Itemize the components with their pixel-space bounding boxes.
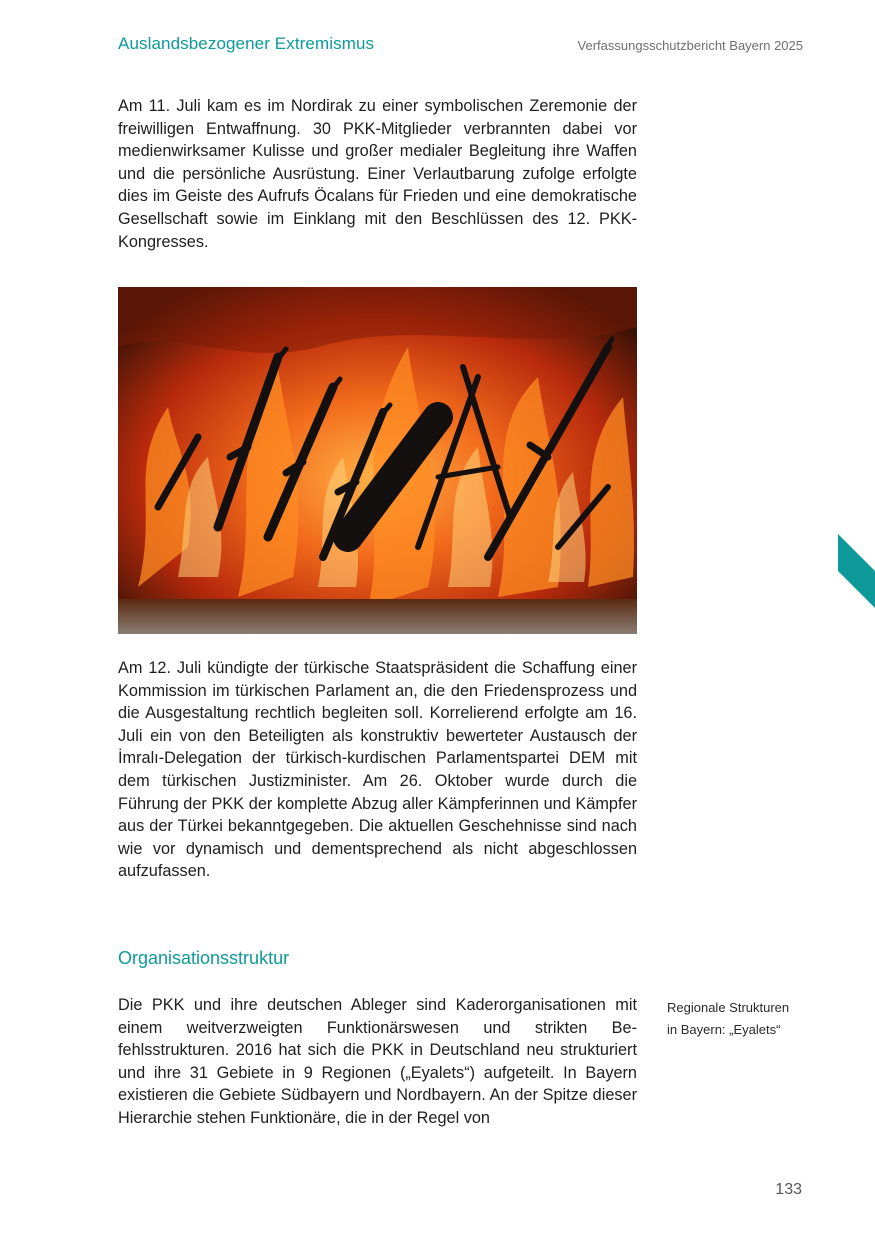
page-number: 133 — [775, 1181, 802, 1198]
photo-illustration — [118, 287, 637, 634]
weapons-burning-photo — [118, 287, 637, 634]
section-heading: Organisationsstruktur — [118, 948, 290, 968]
running-head-report-title: Verfassungsschutzbericht Bayern 2025 — [577, 38, 803, 53]
margin-note-line-2: in Bayern: „Eyalets“ — [667, 1022, 781, 1037]
chapter-tab-marker — [838, 534, 875, 608]
body-paragraph-1: Am 11. Juli kam es im Nordirak zu einer symbolischen Zeremonie der freiwilligen Entwaffnung. 30 PKK-Mitglieder verbrannten dabei vor medienwirksamer Kulisse und großer medialer Begleitung ihre Waffen und die persönliche Ausrüstung. Einer Verlautbarung zufolge erfolgte dies im Geiste des Aufrufs Öcalans für Frieden und eine demokratische Gesellschaft sowie im Einklang mit den Beschlüssen des 12. PKK-Kongresses. — [118, 97, 637, 251]
margin-note — [667, 997, 817, 1041]
body-paragraph-2: Am 12. Juli kündigte der türkische Staatspräsident die Schaffung einer Kommission im türkischen Parlament an, die den Friedensprozess und die Ausgestaltung rechtlich begleiten soll. Korrelierend erfolgte am 16. Juli ein von den Beteiligten als konstruktiv bewerteter Austausch der İmralı-Delegation der türkisch-kurdischen Parlamentspartei DEM mit dem türkischen Justizminister. Am 26. Oktober wurde durch die Führung der PKK der komplette Abzug aller Kämpferinnen und Kämpfer aus der Türkei bekanntgegeben. Die aktuellen Geschehnisse sind nach wie vor dynamisch und dementsprechend als nicht abgeschlossen aufzufassen. — [118, 659, 637, 881]
running-head-section: Auslandsbezogener Extremismus — [118, 34, 375, 53]
margin-note-line-1: Regionale Strukturen — [667, 1000, 790, 1015]
body-paragraph-3: Die PKK und ihre deutschen Ableger sind Kaderorganisationen mit einem weitverzweigten Funktionärswesen und strikten Befehlsstrukturen. 2016 hat sich die PKK in Deutschland neu strukturiert und ihre 31 Gebiete in 9 Regionen („Eyalets“) aufgeteilt. In Bayern existieren die Gebiete Südbayern und Nordbayern. An der Spitze dieser Hierarchie stehen Funktionäre, die in der Regel von — [118, 996, 637, 1127]
